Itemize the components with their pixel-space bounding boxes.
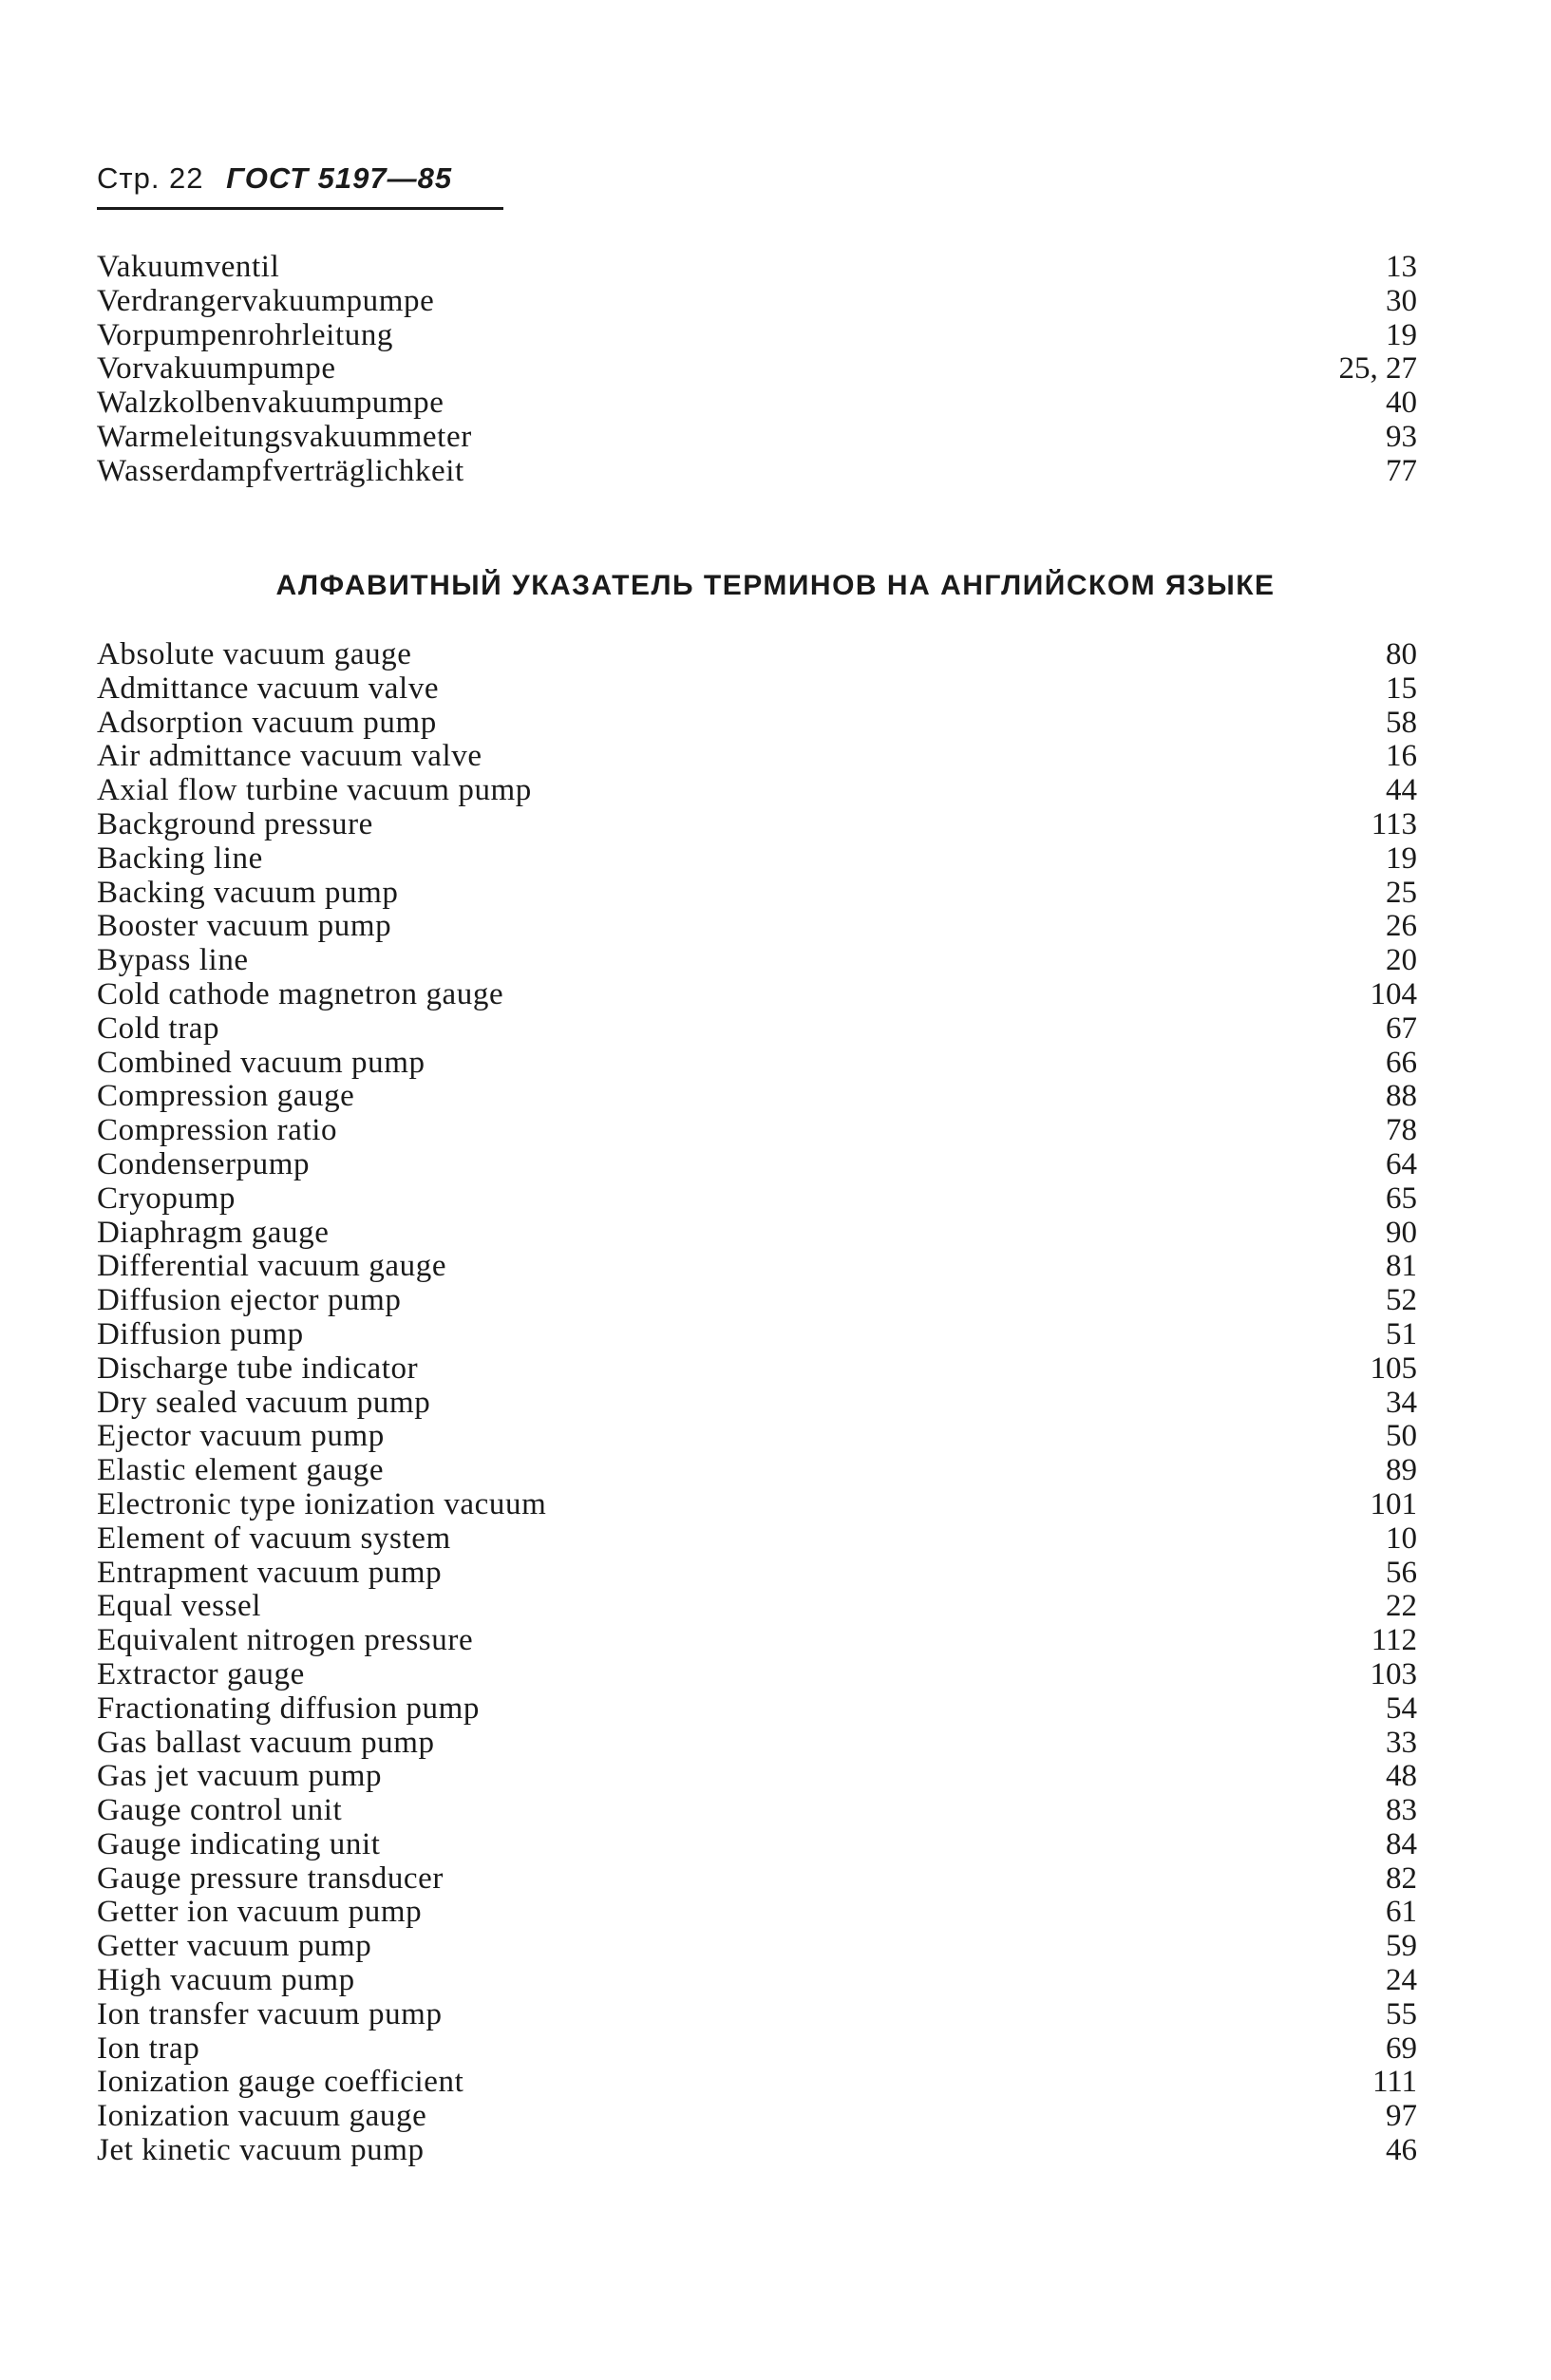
index-entry — [97, 455, 1417, 489]
index-entry — [97, 1250, 1417, 1284]
index-entry — [97, 2134, 1417, 2168]
index-number: 10 — [1386, 1521, 1417, 1556]
index-number: 59 — [1386, 1929, 1417, 1964]
index-entry — [97, 1727, 1417, 1761]
index-entry — [97, 1658, 1417, 1692]
index-entry — [97, 1794, 1417, 1828]
index-number: 67 — [1386, 1011, 1417, 1046]
index-term: Compression gauge — [97, 1079, 355, 1114]
index-number: 103 — [1370, 1656, 1417, 1691]
index-entry — [97, 1522, 1417, 1557]
page-header — [97, 161, 452, 196]
index-number: 64 — [1386, 1146, 1417, 1181]
index-entry — [97, 944, 1417, 978]
page-number: Стр. 22 — [97, 161, 204, 195]
index-entry — [97, 2100, 1417, 2134]
index-term: Jet kinetic vacuum pump — [97, 2133, 425, 2168]
index-entry — [97, 1148, 1417, 1182]
index-entry — [97, 352, 1417, 387]
index-entry — [97, 1420, 1417, 1454]
index-entry — [97, 1862, 1417, 1897]
index-entry — [97, 910, 1417, 944]
index-entry — [97, 2032, 1417, 2067]
index-term: Axial flow turbine vacuum pump — [97, 773, 532, 808]
index-term: Element of vacuum system — [97, 1521, 451, 1556]
index-term: Equivalent nitrogen pressure — [97, 1623, 474, 1658]
index-number: 33 — [1386, 1725, 1417, 1760]
index-term: High vacuum pump — [97, 1963, 355, 1998]
index-number: 55 — [1386, 1996, 1417, 2031]
index-term: Absolute vacuum gauge — [97, 637, 412, 671]
index-number: 93 — [1386, 419, 1417, 454]
index-number: 24 — [1386, 1963, 1417, 1998]
index-term: Elastic element gauge — [97, 1453, 385, 1488]
index-entry — [97, 251, 1417, 285]
index-term: Adsorption vacuum pump — [97, 705, 437, 740]
index-term: Backing line — [97, 841, 263, 876]
index-entry — [97, 285, 1417, 319]
index-entry — [97, 1352, 1417, 1387]
index-number: 78 — [1386, 1113, 1417, 1148]
index-term: Gauge control unit — [97, 1793, 343, 1828]
index-entry — [97, 1590, 1417, 1624]
index-entry — [97, 1964, 1417, 1998]
index-number: 19 — [1386, 317, 1417, 352]
german-term-list — [97, 251, 1417, 489]
index-term: Gauge pressure transducer — [97, 1861, 444, 1896]
index-term: Cold cathode magnetron gauge — [97, 976, 504, 1011]
index-entry — [97, 1692, 1417, 1727]
index-term: Backing vacuum pump — [97, 875, 399, 910]
english-term-list — [97, 638, 1417, 2168]
index-entry — [97, 1217, 1417, 1251]
index-entry — [97, 319, 1417, 353]
index-number: 46 — [1386, 2133, 1417, 2168]
index-number: 84 — [1386, 1826, 1417, 1861]
header-rule — [97, 207, 503, 210]
index-entry — [97, 421, 1417, 455]
index-term: Dry sealed vacuum pump — [97, 1385, 431, 1420]
index-entry — [97, 978, 1417, 1012]
index-term: Walzkolbenvakuumpumpe — [97, 386, 444, 421]
index-term: Admittance vacuum valve — [97, 671, 440, 706]
index-number: 111 — [1371, 2065, 1417, 2100]
index-number: 113 — [1371, 806, 1417, 841]
index-number: 30 — [1386, 283, 1417, 318]
index-term: Vorpumpenrohrleitung — [97, 317, 394, 352]
index-entry — [97, 808, 1417, 842]
index-entry — [97, 1012, 1417, 1047]
index-term: Combined vacuum pump — [97, 1045, 426, 1080]
standard-designation: ГОСТ 5197—85 — [226, 161, 453, 195]
index-entry — [97, 1047, 1417, 1081]
index-number: 66 — [1386, 1045, 1417, 1080]
index-term: Verdrangervakuumpumpe — [97, 283, 435, 318]
index-term: Vorvakuumpumpe — [97, 351, 336, 387]
index-number: 40 — [1386, 386, 1417, 421]
index-term: Entrapment vacuum pump — [97, 1555, 443, 1590]
index-term: Ion transfer vacuum pump — [97, 1996, 443, 2031]
index-number: 48 — [1386, 1759, 1417, 1794]
index-entry — [97, 1114, 1417, 1148]
index-entry — [97, 877, 1417, 911]
index-number: 25 — [1386, 875, 1417, 910]
index-term: Ejector vacuum pump — [97, 1419, 385, 1454]
index-number: 89 — [1386, 1453, 1417, 1488]
index-number: 26 — [1386, 909, 1417, 944]
index-number: 52 — [1386, 1283, 1417, 1318]
index-entry — [97, 1760, 1417, 1794]
index-number: 112 — [1371, 1623, 1417, 1658]
index-entry — [97, 1557, 1417, 1591]
index-term: Fractionating diffusion pump — [97, 1691, 480, 1726]
index-number: 105 — [1370, 1351, 1417, 1386]
index-term: Vakuumventil — [97, 250, 280, 284]
index-term: Ion trap — [97, 2031, 200, 2066]
index-entry — [97, 707, 1417, 741]
index-number: 77 — [1386, 453, 1417, 488]
index-term: Getter ion vacuum pump — [97, 1895, 423, 1930]
index-number: 104 — [1370, 976, 1417, 1011]
index-entry — [97, 1318, 1417, 1352]
index-entry — [97, 740, 1417, 774]
index-term: Cryopump — [97, 1181, 236, 1216]
index-entry — [97, 1896, 1417, 1930]
index-number: 50 — [1386, 1419, 1417, 1454]
index-term: Bypass line — [97, 943, 249, 978]
index-entry — [97, 1454, 1417, 1488]
index-number: 81 — [1386, 1249, 1417, 1284]
index-number: 80 — [1386, 637, 1417, 671]
index-term: Ionization gauge coefficient — [97, 2065, 464, 2100]
section-title: АЛФАВИТНЫЙ УКАЗАТЕЛЬ ТЕРМИНОВ НА АНГЛИЙСКОМ ЯЗЫКЕ — [275, 570, 1276, 601]
index-term: Gas jet vacuum pump — [97, 1759, 383, 1794]
index-entry — [97, 387, 1417, 421]
index-term: Gauge indicating unit — [97, 1826, 381, 1861]
index-term: Diffusion pump — [97, 1316, 304, 1351]
index-entry — [97, 1387, 1417, 1421]
index-number: 88 — [1386, 1079, 1417, 1114]
index-number: 15 — [1386, 671, 1417, 706]
index-term: Gas ballast vacuum pump — [97, 1725, 435, 1760]
index-term: Diaphragm gauge — [97, 1215, 330, 1250]
index-number: 82 — [1386, 1861, 1417, 1896]
index-entry — [97, 2066, 1417, 2100]
index-term: Ionization vacuum gauge — [97, 2099, 427, 2134]
index-number: 22 — [1386, 1589, 1417, 1624]
index-number: 97 — [1386, 2099, 1417, 2134]
index-term: Discharge tube indicator — [97, 1351, 419, 1386]
index-entry — [97, 1284, 1417, 1318]
index-number: 13 — [1386, 250, 1417, 284]
index-term: Warmeleitungsvakuummeter — [97, 419, 472, 454]
index-term: Getter vacuum pump — [97, 1929, 372, 1964]
index-number: 16 — [1386, 739, 1417, 774]
index-number: 51 — [1386, 1316, 1417, 1351]
index-entry — [97, 1182, 1417, 1217]
index-entry — [97, 774, 1417, 808]
index-number: 69 — [1386, 2031, 1417, 2066]
index-entry — [97, 672, 1417, 707]
index-entry — [97, 842, 1417, 877]
index-entry — [97, 1488, 1417, 1522]
index-term: Booster vacuum pump — [97, 909, 392, 944]
index-number: 61 — [1386, 1895, 1417, 1930]
index-number: 83 — [1386, 1793, 1417, 1828]
index-term: Background pressure — [97, 806, 373, 841]
index-term: Wasserdampfverträglichkeit — [97, 453, 464, 488]
index-entry — [97, 1828, 1417, 1862]
index-number: 54 — [1386, 1691, 1417, 1726]
index-term: Cold trap — [97, 1011, 220, 1046]
index-number: 34 — [1386, 1385, 1417, 1420]
index-term: Extractor gauge — [97, 1656, 305, 1691]
index-entry — [97, 1930, 1417, 1964]
index-number: 19 — [1386, 841, 1417, 876]
index-term: Condenserpump — [97, 1146, 311, 1181]
index-term: Equal vessel — [97, 1589, 262, 1624]
index-number: 25, 27 — [1338, 351, 1417, 387]
index-term: Diffusion ejector pump — [97, 1283, 402, 1318]
index-number: 56 — [1386, 1555, 1417, 1590]
index-term: Compression ratio — [97, 1113, 338, 1148]
index-entry — [97, 1998, 1417, 2032]
index-number: 44 — [1386, 773, 1417, 808]
index-term: Air admittance vacuum valve — [97, 739, 482, 774]
index-number: 58 — [1386, 705, 1417, 740]
index-term: Differential vacuum gauge — [97, 1249, 447, 1284]
index-entry — [97, 638, 1417, 672]
index-entry — [97, 1080, 1417, 1114]
index-number: 101 — [1370, 1486, 1417, 1521]
index-term: Electronic type ionization vacuum — [97, 1486, 547, 1521]
index-entry — [97, 1624, 1417, 1658]
index-number: 65 — [1386, 1181, 1417, 1216]
index-number: 90 — [1386, 1215, 1417, 1250]
index-number: 20 — [1386, 943, 1417, 978]
